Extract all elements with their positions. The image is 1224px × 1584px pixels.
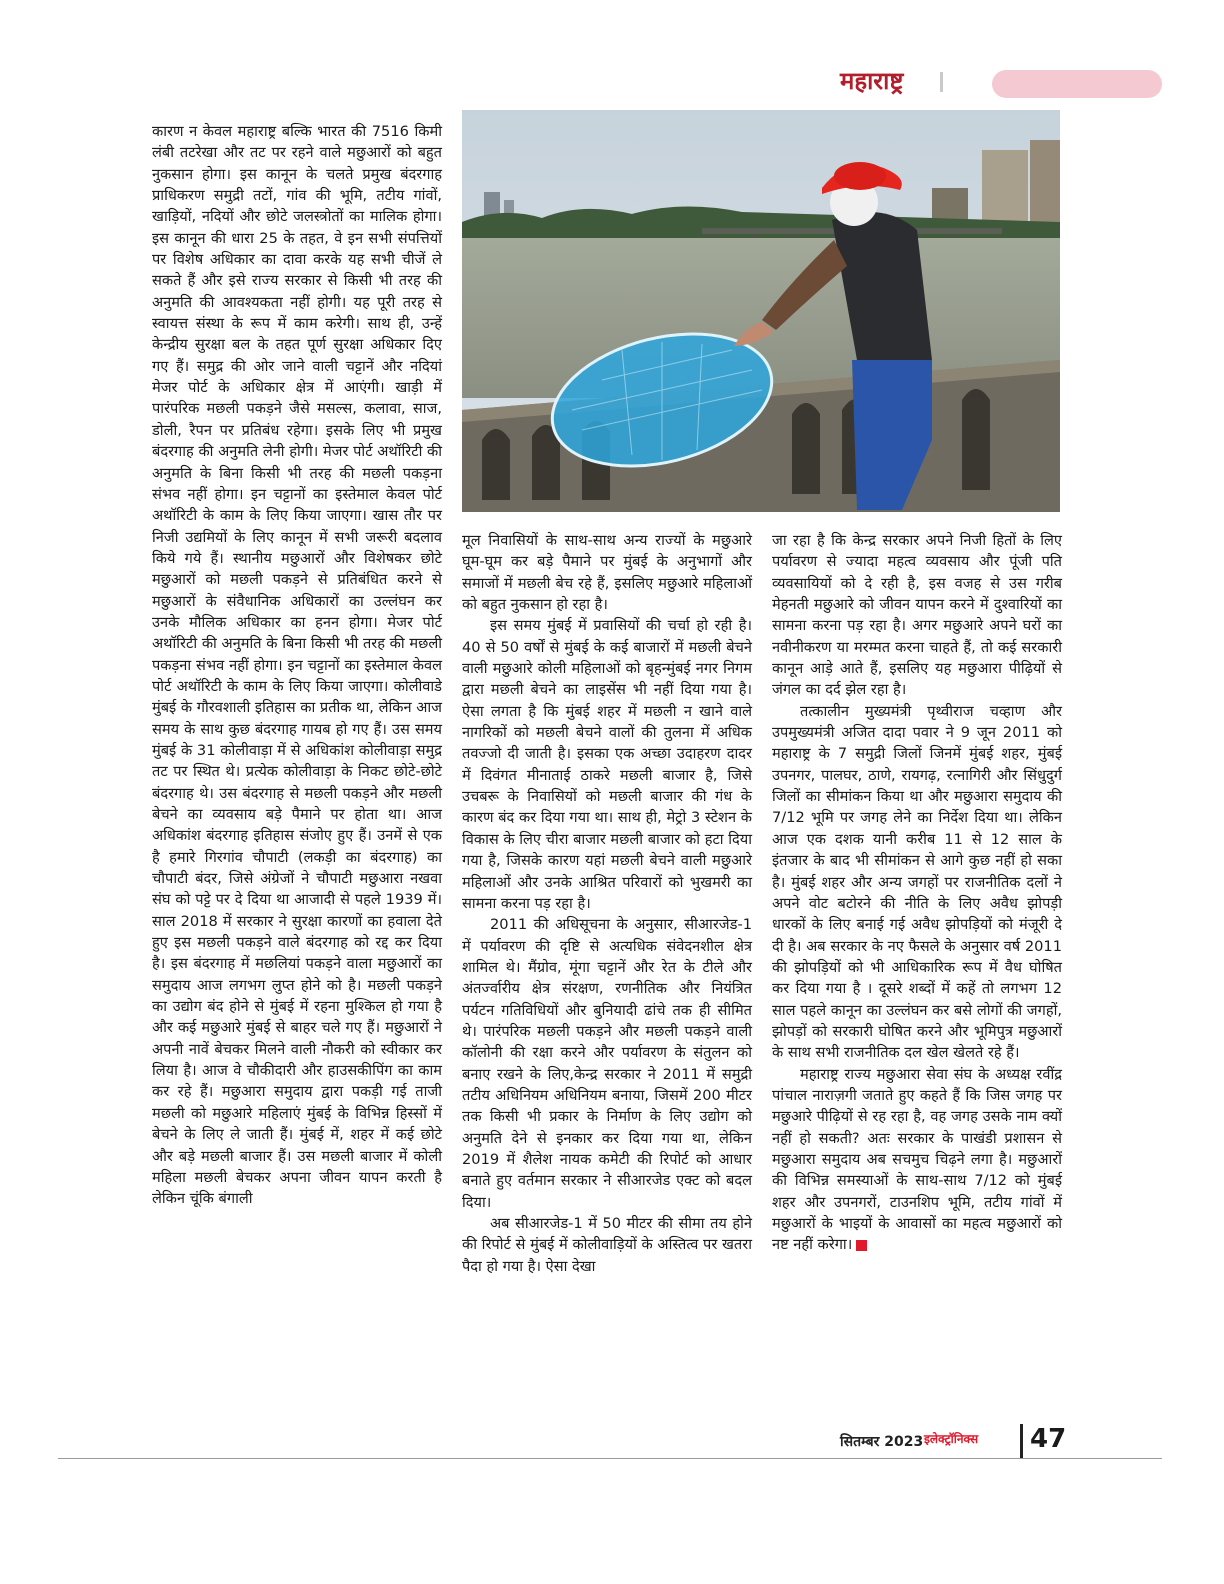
paragraph-text: महाराष्ट्र राज्य मछुआरा सेवा संघ के अध्यक्ष रवींद्र पांचाल नाराज़गी जताते हुए कहते हैं कि जिस जगह पर मछुआरे पीढ़ियों से रह रहा है, वह जगह उसके नाम क्यों नहीं हो सकती? अतः सरकार के पाखंडी प्रशासन से मछुआरा समुदाय अब सचमुच चिढ़ने लगा है। मछुआरों की विभिन्न समस्याओं के साथ-साथ 7/12 को मुंबई शहर और उपनगरों, टाउनशिप भूमि, तटीय गांवों में मछुआरों के भाइयों के आवासों का महत्व मछुआरों को नष्ट नहीं करेगा। <box>772 1065 1062 1254</box>
header-decoration-pill <box>992 70 1162 98</box>
footer-rule <box>58 1458 1162 1459</box>
paragraph: तत्कालीन मुख्यमंत्री पृथ्वीराज चव्हाण और उपमुख्यमंत्री अजित दादा पवार ने 9 जून 2011 को महाराष्ट्र के 7 समुद्री जिलों जिनमें मुंबई शहर, मुंबई उपनगर, पालघर, ठाणे, रायगढ़, रत्नागिरी और सिंधुदुर्ग जिलों का सीमांकन किया था और मछुआरा समुदाय की 7/12 भूमि पर जगह लेने का निर्देश दिया था। लेकिन आज एक दशक यानी करीब 11 से 12 साल के इंतजार के बाद भी सीमांकन से आगे कुछ नहीं हो सका है। मुंबई शहर और अन्य जगहों पर राजनीतिक दलों ने अपने वोट बटोरने की नीति के लिए अवैध झोपड़ी धारकों के लिए बनाई गई अवैध झोपड़ियों को मंजूरी दे दी है। अब सरकार के नए फैसले के अनुसार वर्ष 2011 की झोपड़ियों को भी आधिकारिक रूप में वैध घोषित कर दिया गया है । दूसरे शब्दों में कहें तो लगभग 12 साल पहले कानून का उल्लंघन कर बसे लोगों की जगहों, झोपड़ों को सरकारी घोषित करने और भूमिपुत्र मछुआरों के साथ सभी राजनीतिक दल खेल खेलते रहे हैं। <box>772 702 1062 1062</box>
paragraph: जा रहा है कि केन्द्र सरकार अपने निजी हितों के लिए पर्यावरण से ज्यादा महत्व व्यवसाय और पूंजी पति व्यवसायियों को दे रही है, इस वजह से उस गरीब मेहनती मछुआरे को जीवन यापन करने में दुश्वारियों का सामना करना पड़ रहा है। अगर मछुआरे अपने घरों का नवीनीकरण या मरम्मत करना चाहते हैं, तो कई सरकारी कानून आड़े आते हैं, इसलिए यह मछुआरा पीढ़ियों से जंगल का दर्द झेल रहा है। <box>772 532 1062 699</box>
end-of-article-mark <box>856 1240 867 1251</box>
article-column-1 <box>152 121 442 1210</box>
paragraph-final <box>772 1064 1062 1256</box>
article-column-3 <box>772 530 1062 1256</box>
page-number: 47 <box>1030 1424 1067 1454</box>
section-title: महाराष्ट्र <box>840 67 904 95</box>
footer-divider <box>1020 1424 1023 1458</box>
paragraph: इस समय मुंबई में प्रवासियों की चर्चा हो रही है। 40 से 50 वर्षों से मुंबई के कई बाजारों में मछली बेचने वाली मछुआरे कोली महिलाओं को बृहन्मुंबई नगर निगम द्वारा मछली बेचने का लाइसेंस भी नहीं दिया गया है। ऐसा लगता है कि मुंबई शहर में मछली न खाने वाले नागरिकों को मछली बेचने वालों की तुलना में अधिक तवज्जो दी जाती है। इसका एक अच्छा उदाहरण दादर में दिवंगत मीनाताई ठाकरे मछली बाजार है, जिसे उचबरू के निवासियों को मछली बाजार की गंध के कारण बंद कर दिया गया था। साथ ही, मेट्रो 3 स्टेशन के विकास के लिए चीरा बाजार मछली बाजार को हटा दिया गया है, जिसके कारण यहां मछली बेचने वाली मछुआरे महिलाओं और उनके आश्रित परिवारों को भुखमरी का सामना करना पड़ रहा है। <box>462 617 752 912</box>
paragraph: अब सीआरजेड-1 में 50 मीटर की सीमा तय होने की रिपोर्ट से मुंबई में कोलीवाड़ियों के अस्तित्व पर खतरा पैदा हो गया है। ऐसा देखा <box>462 1215 752 1275</box>
article-photo-fisherman-with-net <box>462 110 1060 512</box>
header-divider <box>940 72 943 92</box>
magazine-logo: इलेक्ट्रॉनिक्स <box>924 1432 979 1446</box>
issue-date: सितम्बर 2023 <box>840 1434 924 1450</box>
paragraph: कारण न केवल महाराष्ट्र बल्कि भारत की 7516 किमी लंबी तटरेखा और तट पर रहने वाले मछुआरों को बहुत नुकसान होगा। इस कानून के चलते प्रमुख बंदरगाह प्राधिकरण समुद्री तटों, गांव की भूमि, तटीय गांवों, खाड़ियों, नदियों और छोटे जलस्त्रोतों का मालिक होगा। इस कानून की धारा 25 के तहत, वे इन सभी संपत्तियों पर विशेष अधिकार का दावा करके यह सभी चीजें ले सकते हैं और इसे राज्य सरकार से किसी भी तरह की अनुमति की आवश्यकता नहीं होगी। यह पूरी तरह से स्वायत्त संस्था के रूप में काम करेगी। साथ ही, उन्हें केन्द्रीय सुरक्षा बल के तहत पूर्ण सुरक्षा अधिकार दिए गए हैं। समुद्र की ओर जाने वाली चट्टानें और नदियां मेजर पोर्ट के अधिकार क्षेत्र में आएंगी। खाड़ी में पारंपरिक मछली पकड़ने जैसे मसल्स, कलावा, साज, डोली, रैपन पर प्रतिबंध रहेगा। इसके लिए भी प्रमुख बंदरगाह की अनुमति लेनी होगी। मेजर पोर्ट अथॉरिटी की अनुमति के बिना किसी भी तरह की मछली पकड़ना संभव नहीं होगा। इन चट्टानों का इस्तेमाल केवल पोर्ट अथॉरिटी के काम के लिए किया जाएगा। खास तौर पर निजी उद्यमियों के लिए कानून में सभी जरूरी बदलाव किये गये हैं। स्थानीय मछुआरों और विशेषकर छोटे मछुआरों को मछली पकड़ने से प्रतिबंधित करने से मछुआरों के संवैधानिक अधिकारों का उल्लंघन कर उनके मौलिक अधिकार का हनन होगा। मेजर पोर्ट अथॉरिटी की अनुमति के बिना किसी भी तरह की मछली पकड़ना संभव नहीं होगा। इन चट्टानों का इस्तेमाल केवल पोर्ट अथॉरिटी के काम के लिए किया जाएगा। कोलीवाडे मुंबई के गौरवशाली इतिहास का प्रतीक था, लेकिन आज समय के साथ कुछ बंदरगाह गायब हो गए हैं। उस समय मुंबई के 31 कोलीवाड़ा में से अधिकांश कोलीवाड़ा समुद्र तट पर स्थित थे। प्रत्येक कोलीवाड़ा के निकट छोटे-छोटे बंदरगाह थे। उस बंदरगाह से मछली पकड़ने और मछली बेचने का व्यवसाय बड़े पैमाने पर होता था। आज अधिकांश बंदरगाह इतिहास संजोए हुए हैं। उनमें से एक है हमारे गिरगांव चौपाटी (लकड़ी का बंदरगाह) का चौपाटी बंदर, जिसे अंग्रेजों ने चौपाटी मछुआरा नखवा संघ को पट्टे पर दे दिया था आजादी से पहले 1939 में। साल 2018 में सरकार ने सुरक्षा कारणों का हवाला देते हुए इस मछली पकड़ने वाले बंदरगाह को रद्द कर दिया है। इस बंदरगाह में मछलियां पकड़ने वाला मछुआरों का समुदाय आज लगभग लुप्त होने को है। मछली पकड़ने का उद्योग बंद होने से मुंबई में रहना मुश्किल हो गया है और कई मछुआरे मुंबई से बाहर चले गए हैं। मछुआरों ने अपनी नावें बेचकर मिलने वाली नौकरी को स्वीकार कर लिया है। आज वे चौकीदारी और हाउसकीपिंग का काम कर रहे हैं। मछुआरा समुदाय द्वारा पकड़ी गई ताजी मछली को मछुआरे महिलाएं मुंबई के विभिन्न हिस्सों में बेचने के लिए ले जाती हैं। मुंबई में, शहर में कई छोटे और बड़े मछली बाजार हैं। उस मछली बाजार में कोली महिला मछली बेचकर अपना जीवन यापन करती है लेकिन चूंकि बंगाली <box>152 123 442 1208</box>
paragraph: 2011 की अधिसूचना के अनुसार, सीआरजेड-1 में पर्यावरण की दृष्टि से अत्यधिक संवेदनशील क्षेत्र शामिल थे। मैंग्रोव, मूंगा चट्टानें और रेत के टीले और अंतर्ज्वारीय क्षेत्र संरक्षण, रणनीतिक और नियंत्रित पर्यटन गतिविधियों और बुनियादी ढांचे तक ही सीमित थे। पारंपरिक मछली पकड़ने और मछली पकड़ने वाली कॉलोनी की रक्षा करने और पर्यावरण के संतुलन को बनाए रखने के लिए,केन्द्र सरकार ने 2011 में समुद्री तटीय अधिनियम अधिनियम बनाया, जिसमें 200 मीटर तक किसी भी प्रकार के निर्माण के लिए उद्योग को अनुमति देने से इनकार कर दिया गया था, लेकिन 2019 में शैलेश नायक कमेटी की रिपोर्ट को आधार बनाते हुए वर्तमान सरकार ने सीआरजेड एक्ट को बदल दिया। <box>462 916 752 1211</box>
article-column-2 <box>462 530 752 1277</box>
paragraph: मूल निवासियों के साथ-साथ अन्य राज्यों के मछुआरे घूम-घूम कर बड़े पैमाने पर मुंबई के अनुभागों और समाजों में मछली बेच रहे हैं, इसलिए मछुआरे महिलाओं को बहुत नुकसान हो रहा है। <box>462 532 752 614</box>
